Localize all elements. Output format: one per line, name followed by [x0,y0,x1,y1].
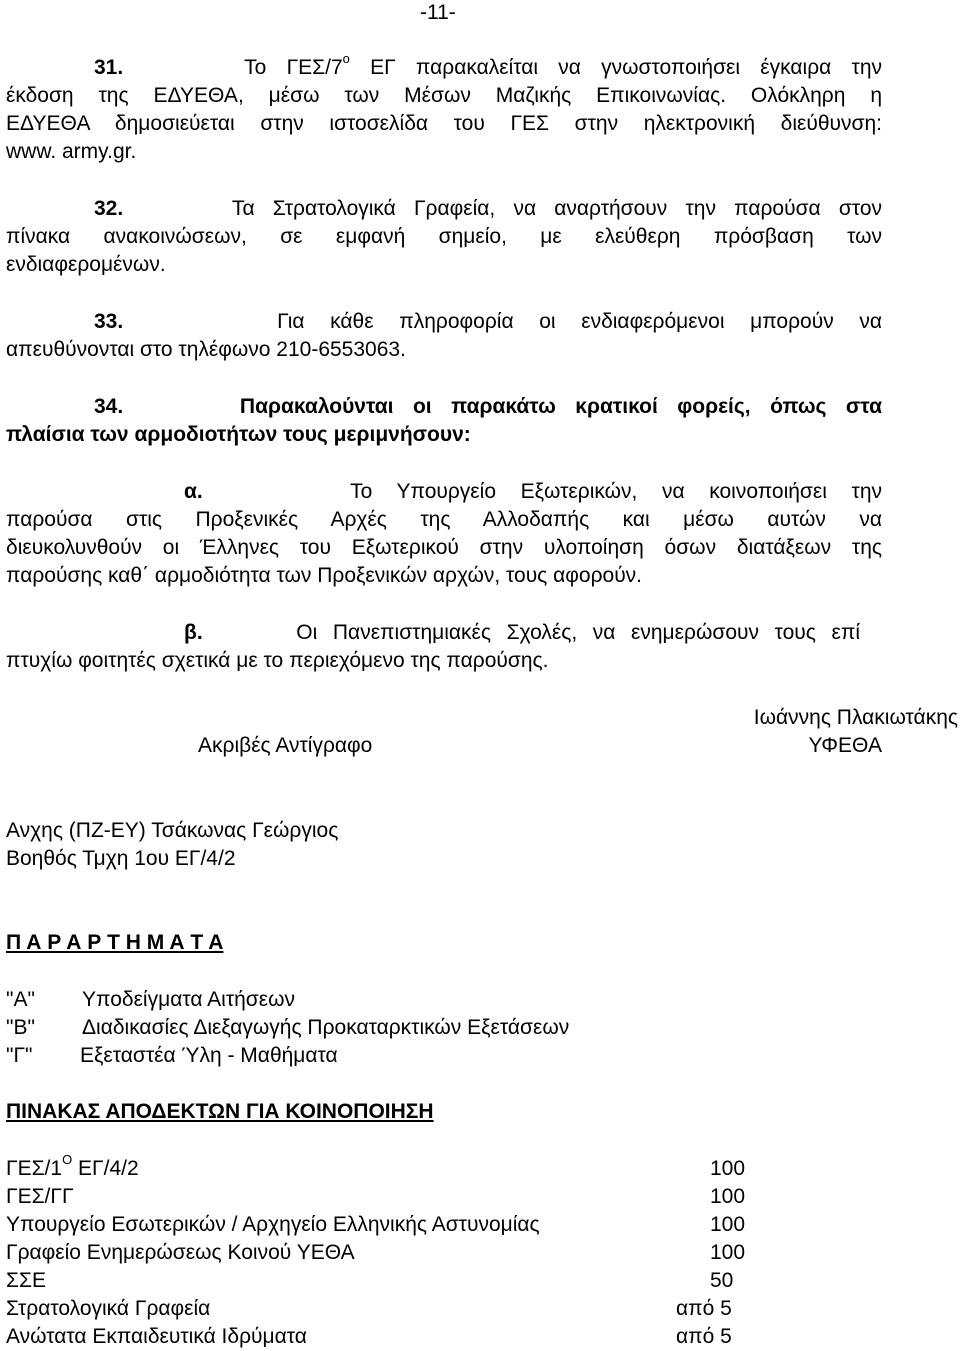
item-32-line-2: πίνακα ανακοινώσεων, σε εμφανή σημείο, με ελεύθερη πρόσβαση των [6,225,882,248]
item-31-line-3: ΕΔΥΕΘΑ δημοσιεύεται στην ιστοσελίδα του ΓΕΣ στην ηλεκτρονική διεύθυνση: [6,112,882,135]
item-b-text: Οι Πανεπιστημιακές Σχολές, να ενημερώσουν τους επί [296,621,860,644]
item-31-number: 31. [94,56,124,79]
annex-label: Υποδείγματα Αιτήσεων [82,988,296,1011]
item-b-line-1 [184,619,860,647]
item-33-text: Για κάθε πληροφορία οι ενδιαφερόμενοι μπορούν να [277,310,882,333]
recipient-name [6,1323,307,1351]
recipient-quantity: 100 [710,1213,746,1236]
annex-code: "Α" [6,988,35,1011]
page-number: -11- [420,1,456,24]
distribution-heading: ΠΙΝΑΚΑΣ ΑΠΟΔΕΚΤΩΝ ΓΙΑ ΚΟΙΝΟΠΟΙΗΣΗ [6,1100,434,1123]
recipient-quantity: από 5 [676,1297,732,1320]
certified-copy: Ακριβές Αντίγραφο [198,734,373,757]
recipient-name [6,1211,540,1239]
item-32-text: Τα Στρατολογικά Γραφεία, να αναρτήσουν την παρούσα στον [231,197,882,220]
item-32-line-1 [94,195,882,223]
signatory-title: ΥΦΕΘΑ [808,734,882,757]
item-31-line-1 [94,51,882,82]
item-31-text-b: ΕΓ παρακαλείται να γνωστοποιήσει έγκαιρα την [370,56,882,79]
recipient-quantity: 50 [710,1269,734,1292]
item-a-line-3: διευκολυνθούν οι Έλληνες του Εξωτερικού στην υλοποίηση όσων διατάξεων της [6,536,882,559]
recipient-text: ΓΕΣ/1 [6,1157,63,1180]
item-a-line-4: παρούσης καθ΄ αρμοδιότητα των Προξενικών αρχών, τους αφορούν. [6,564,643,587]
recipient-quantity: 100 [710,1185,746,1208]
annex-label: Διαδικασίες Διεξαγωγής Προκαταρκτικών Εξετάσεων [82,1016,570,1039]
item-b-number: β. [184,621,203,644]
officer-name: Ανχης (ΠΖ-ΕΥ) Τσάκωνας Γεώργιος [6,819,339,842]
recipient-text: Γραφείο Ενημερώσεως Κοινού ΥΕΘΑ [6,1241,355,1264]
recipient-text: ΣΣΕ [6,1269,46,1292]
item-31-line-2: έκδοση της ΕΔΥΕΘΑ, μέσω των Μέσων Μαζικής Επικοινωνίας. Ολόκληρη η [6,84,882,107]
item-32-number: 32. [94,197,124,220]
recipient-text: ΓΕΣ/ΓΓ [6,1185,74,1208]
item-34-line-2: πλαίσια των αρμοδιοτήτων τους μεριμνήσουν: [6,423,471,446]
officer-position: Βοηθός Τμχη 1ου ΕΓ/4/2 [6,847,236,870]
annex-code: "Γ" [6,1044,33,1067]
recipient-name [6,1239,355,1267]
recipient-name [6,1183,74,1211]
item-b-line-2: πτυχίω φοιτητές σχετικά με το περιεχόμενο της παρούσης. [6,649,549,672]
recipient-text-suffix: ΕΓ/4/2 [72,1157,139,1180]
annex-code: "Β" [6,1016,35,1039]
item-33-number: 33. [94,310,124,333]
recipient-sup: Ο [62,1152,73,1167]
item-33-line-1 [94,308,882,336]
recipient-name [6,1295,210,1323]
recipient-name [6,1152,139,1183]
annexes-heading: Π Α Ρ Α Ρ Τ Η Μ Α Τ Α [6,931,224,954]
recipient-quantity: 100 [710,1157,746,1180]
item-31-sup: ο [342,51,350,66]
item-31-line-4: www. army.gr. [6,140,137,163]
item-34-line-1 [94,393,882,421]
item-31-text-a: Το ΓΕΣ/7 [244,56,343,79]
item-32-line-3: ενδιαφερομένων. [6,253,166,276]
item-a-line-2: παρούσα στις Προξενικές Αρχές της Αλλοδαπής και μέσω αυτών να [6,508,882,531]
item-34-text: Παρακαλούνται οι παρακάτω κρατικοί φορείς, όπως στα [239,395,882,418]
item-a-text: Το Υπουργείο Εξωτερικών, να κοινοποιήσει την [350,480,883,503]
recipient-text: Στρατολογικά Γραφεία [6,1297,211,1320]
item-34-number: 34. [94,395,124,418]
item-a-number: α. [184,480,203,503]
recipient-text: Ανώτατα Εκπαιδευτικά Ιδρύματα [6,1325,307,1348]
signatory-name: Ιωάννης Πλακιωτάκης [753,706,958,729]
recipient-quantity: 100 [710,1241,746,1264]
item-a-line-1 [184,478,882,506]
annex-label: Εξεταστέα Ύλη - Μαθήματα [80,1044,338,1067]
recipient-text: Υπουργείο Εσωτερικών / Αρχηγείο Ελληνικής Αστυνομίας [6,1213,540,1236]
item-33-line-2: απευθύνονται στο τηλέφωνο 210-6553063. [6,338,406,361]
recipient-quantity: από 5 [676,1325,732,1348]
recipient-name [6,1267,46,1295]
